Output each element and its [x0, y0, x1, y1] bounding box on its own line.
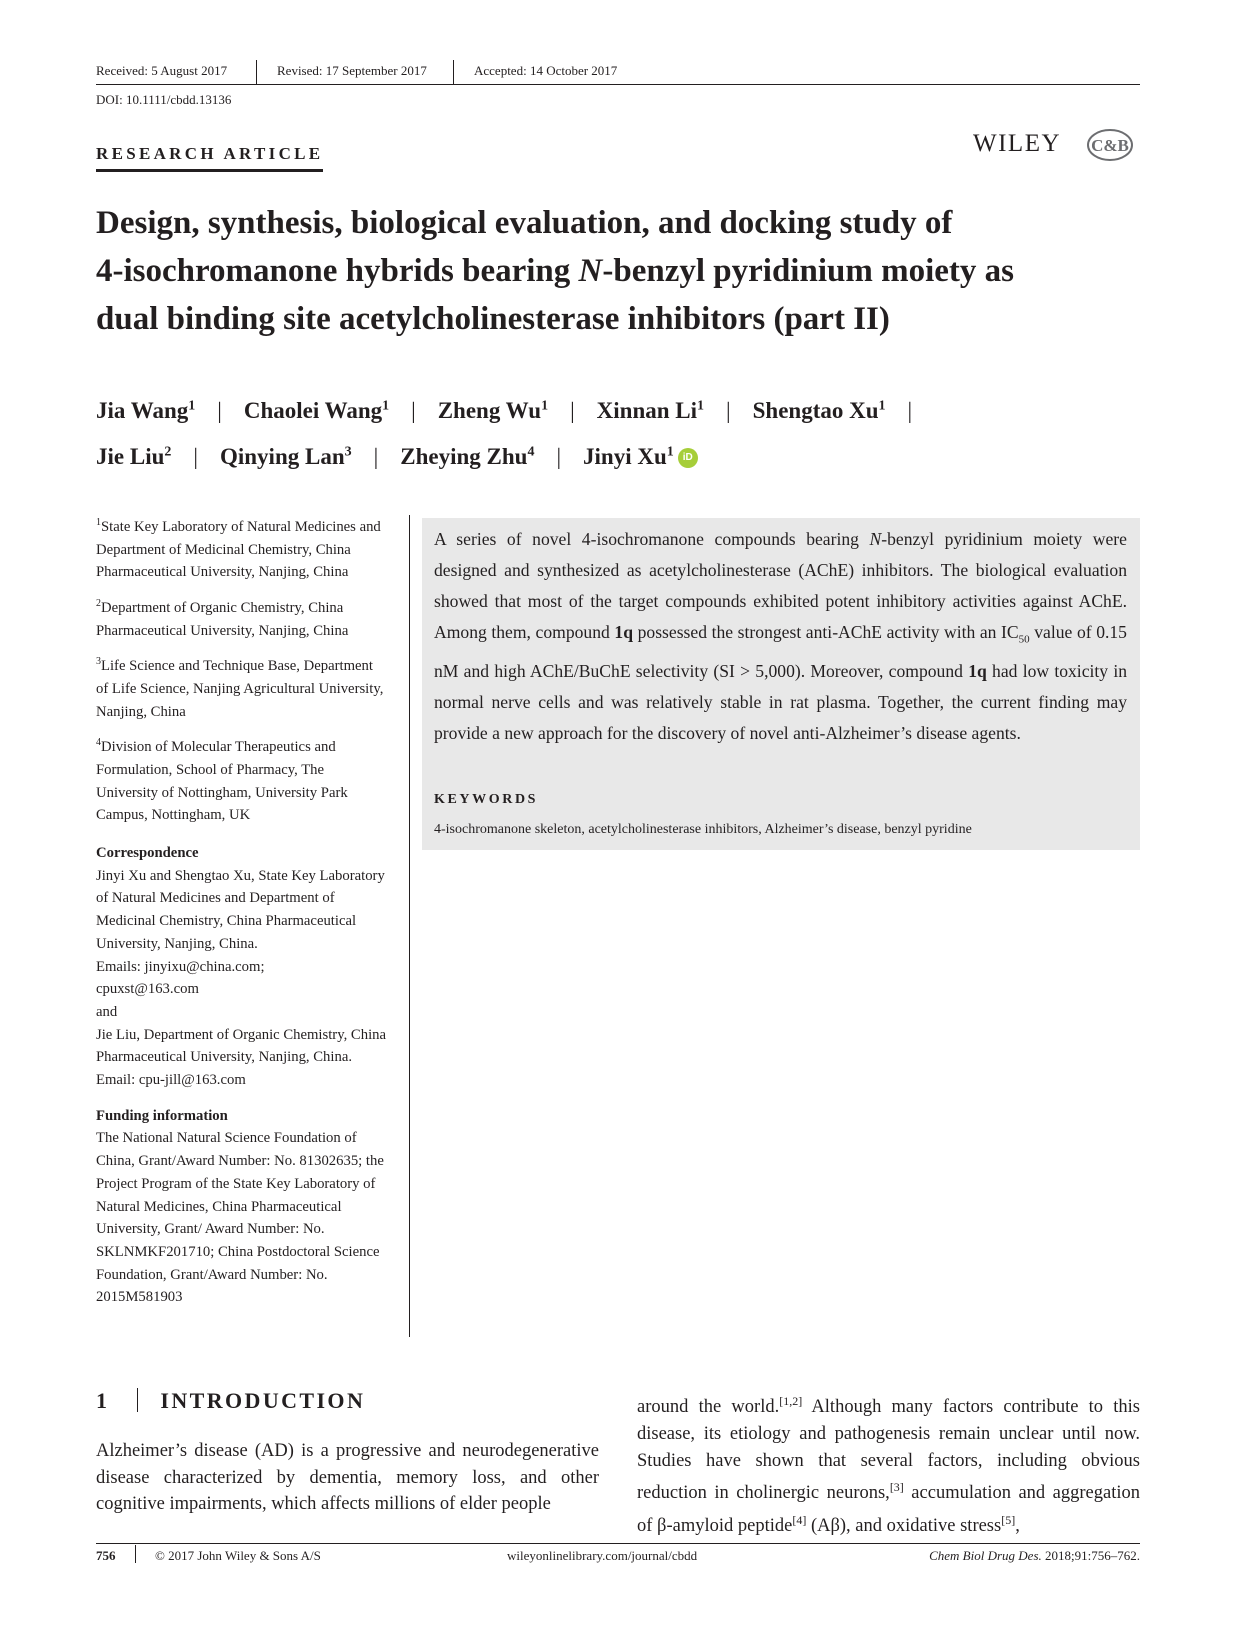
funding-text: The National Natural Science Foundation of China, Grant/Award Number: No. 81302635; the Project Program of the State Key Laboratory of Natural Medicines, China Pharmaceutical University, Grant/ Award Number: No. SKLNMKF201710; China Postdoctoral Science Foundation, Grant/Award Number: No. 2015M581903 [96, 1130, 384, 1306]
affiliation: $^1$State Key Laboratory of Natural Medicines and Department of Medicinal Chemistry, China Pharmaceutical University, Nanjing, China [96, 517, 381, 581]
journal-url[interactable]: wileyonlinelibrary.com/journal/cbdd [507, 1548, 698, 1563]
publisher-logo: WILEY [973, 130, 1062, 157]
keywords-heading: KEYWORDS [434, 792, 539, 807]
copyright: © 2017 John Wiley & Sons A/S [155, 1548, 321, 1563]
keywords-list: 4-isochromanone skeleton, acetylcholinesterase inhibitors, Alzheimer’s disease, benzyl pyridine [434, 822, 972, 837]
intro-paragraph-continued: around the world.[1,2] Although many factors contribute to this disease, its etiology and pathogenesis remain unclear until now. Studies have shown that several factors, including obvious reduction in cholinergic neurons,[3] accumulation and aggregation of β-amyloid peptide[4] (Aβ), and oxidative stress[5], [637, 1394, 1140, 1537]
correspondence-heading: Correspondence [96, 845, 199, 861]
correspondence-text: Jinyi Xu and Shengtao Xu, State Key Laboratory of Natural Medicines and Department of Medicinal Chemistry, China Pharmaceutical University, Nanjing, China. [96, 867, 385, 952]
correspondence-email[interactable]: Emails: jinyixu@china.com; [96, 958, 265, 975]
journal-logo-icon [1086, 125, 1136, 165]
doi[interactable]: DOI: 10.1111/cbdd.13136 [96, 92, 232, 107]
author[interactable]: Xinnan Li$^1$ [596, 397, 705, 423]
divider [256, 60, 257, 84]
author[interactable]: Qinying Lan$^3$ [219, 444, 352, 470]
author[interactable]: Jie Liu$^2$ [96, 444, 172, 470]
affiliation: $^3$Life Science and Technique Base, Department of Life Science, Nanjing Agricultural University, Nanjing, China [96, 656, 384, 720]
abstract-text: A series of novel 4-isochromanone compounds bearing N-benzyl pyridinium moiety were designed and synthesized as acetylcholinesterase (AChE) inhibitors. The biological evaluation showed that most of the target compounds exhibited potent inhibitory activities against AChE. Among them, compound 1q possessed the strongest anti-AChE activity with an $IC_{50}$ value of 0.15 nM and high AChE/BuChE selectivity (SI > 5,000). Moreover, compound 1q had low toxicity in normal nerve cells and was relatively stable in rat plasma. Together, the current finding may provide a new approach for the discovery of novel anti-Alzheimer’s disease agents. [434, 529, 1128, 743]
article-history [96, 60, 1140, 85]
orcid-icon[interactable]: iD [678, 448, 698, 468]
affiliation: $^2$Department of Organic Chemistry, China Pharmaceutical University, Nanjing, China [96, 598, 349, 639]
author[interactable]: Jinyi Xu$^1$ [583, 444, 674, 470]
revised-date: Revised: 17 September 2017 [277, 63, 427, 78]
citation-link[interactable]: [3] [889, 1480, 904, 1495]
title-line: 4-isochromanone hybrids bearing N-benzyl pyridinium moiety as [96, 253, 1014, 289]
column-divider [409, 515, 410, 1337]
divider [135, 1545, 136, 1563]
divider [453, 60, 454, 84]
journal-logo-text: C&B [1091, 136, 1129, 155]
affiliation: $^4$Division of Molecular Therapeutics and Formulation, School of Pharmacy, The University of Nottingham, University Park Campus, Nottingham, UK [96, 737, 348, 824]
citation-link[interactable]: [5] [1001, 1513, 1016, 1528]
funding-heading: Funding information [96, 1107, 228, 1124]
article-type: RESEARCH ARTICLE [96, 144, 323, 172]
footer-divider [96, 1543, 1140, 1544]
author[interactable]: Jia Wang$^1$ [96, 397, 196, 423]
citation-link[interactable]: [1,2] [779, 1394, 803, 1408]
intro-paragraph: Alzheimer’s disease (AD) is a progressive and neurodegenerative disease characterized by dementia, memory loss, and other cognitive impairments, which affects millions of elder people [96, 1441, 599, 1515]
page-number: 756 [96, 1548, 116, 1563]
author[interactable]: Chaolei Wang$^1$ [243, 397, 390, 423]
author[interactable]: Zheying Zhu$^4$ [400, 444, 535, 470]
affiliations-column [96, 512, 386, 1309]
received-date: Received: 5 August 2017 [96, 63, 228, 78]
correspondence-text: Jie Liu, Department of Organic Chemistry, China Pharmaceutical University, Nanjing, China. [96, 1026, 387, 1066]
author[interactable]: Zheng Wu$^1$ [437, 397, 549, 423]
correspondence-email[interactable]: cpuxst@163.com [96, 981, 199, 998]
title-line: dual binding site acetylcholinesterase inhibitors (part II) [96, 301, 890, 337]
correspondence-text: and [96, 1003, 118, 1020]
author-list: Jia Wang$^1$ | Chaolei Wang$^1$ | Zheng Wu$^1$ | Xinnan Li$^1$ | Shengtao Xu$^1$ | Jie Liu$^2$ | Qinying Lan$^3$ | Zheying Zhu$^4$ | Jinyi Xu$^1$ iD [96, 397, 913, 470]
citation: Chem Biol Drug Des. 2018;91:756–762. [929, 1548, 1140, 1563]
title-line: Design, synthesis, biological evaluation, and docking study of [96, 205, 953, 241]
correspondence-email[interactable]: Email: cpu-jill@163.com [96, 1072, 246, 1089]
abstract-box [422, 518, 1140, 850]
article-title [96, 199, 1156, 343]
author[interactable]: Shengtao Xu$^1$ [752, 397, 886, 423]
citation-link[interactable]: [4] [792, 1513, 807, 1528]
section-heading: 1 INTRODUCTION [96, 1388, 366, 1413]
accepted-date: Accepted: 14 October 2017 [474, 63, 618, 78]
